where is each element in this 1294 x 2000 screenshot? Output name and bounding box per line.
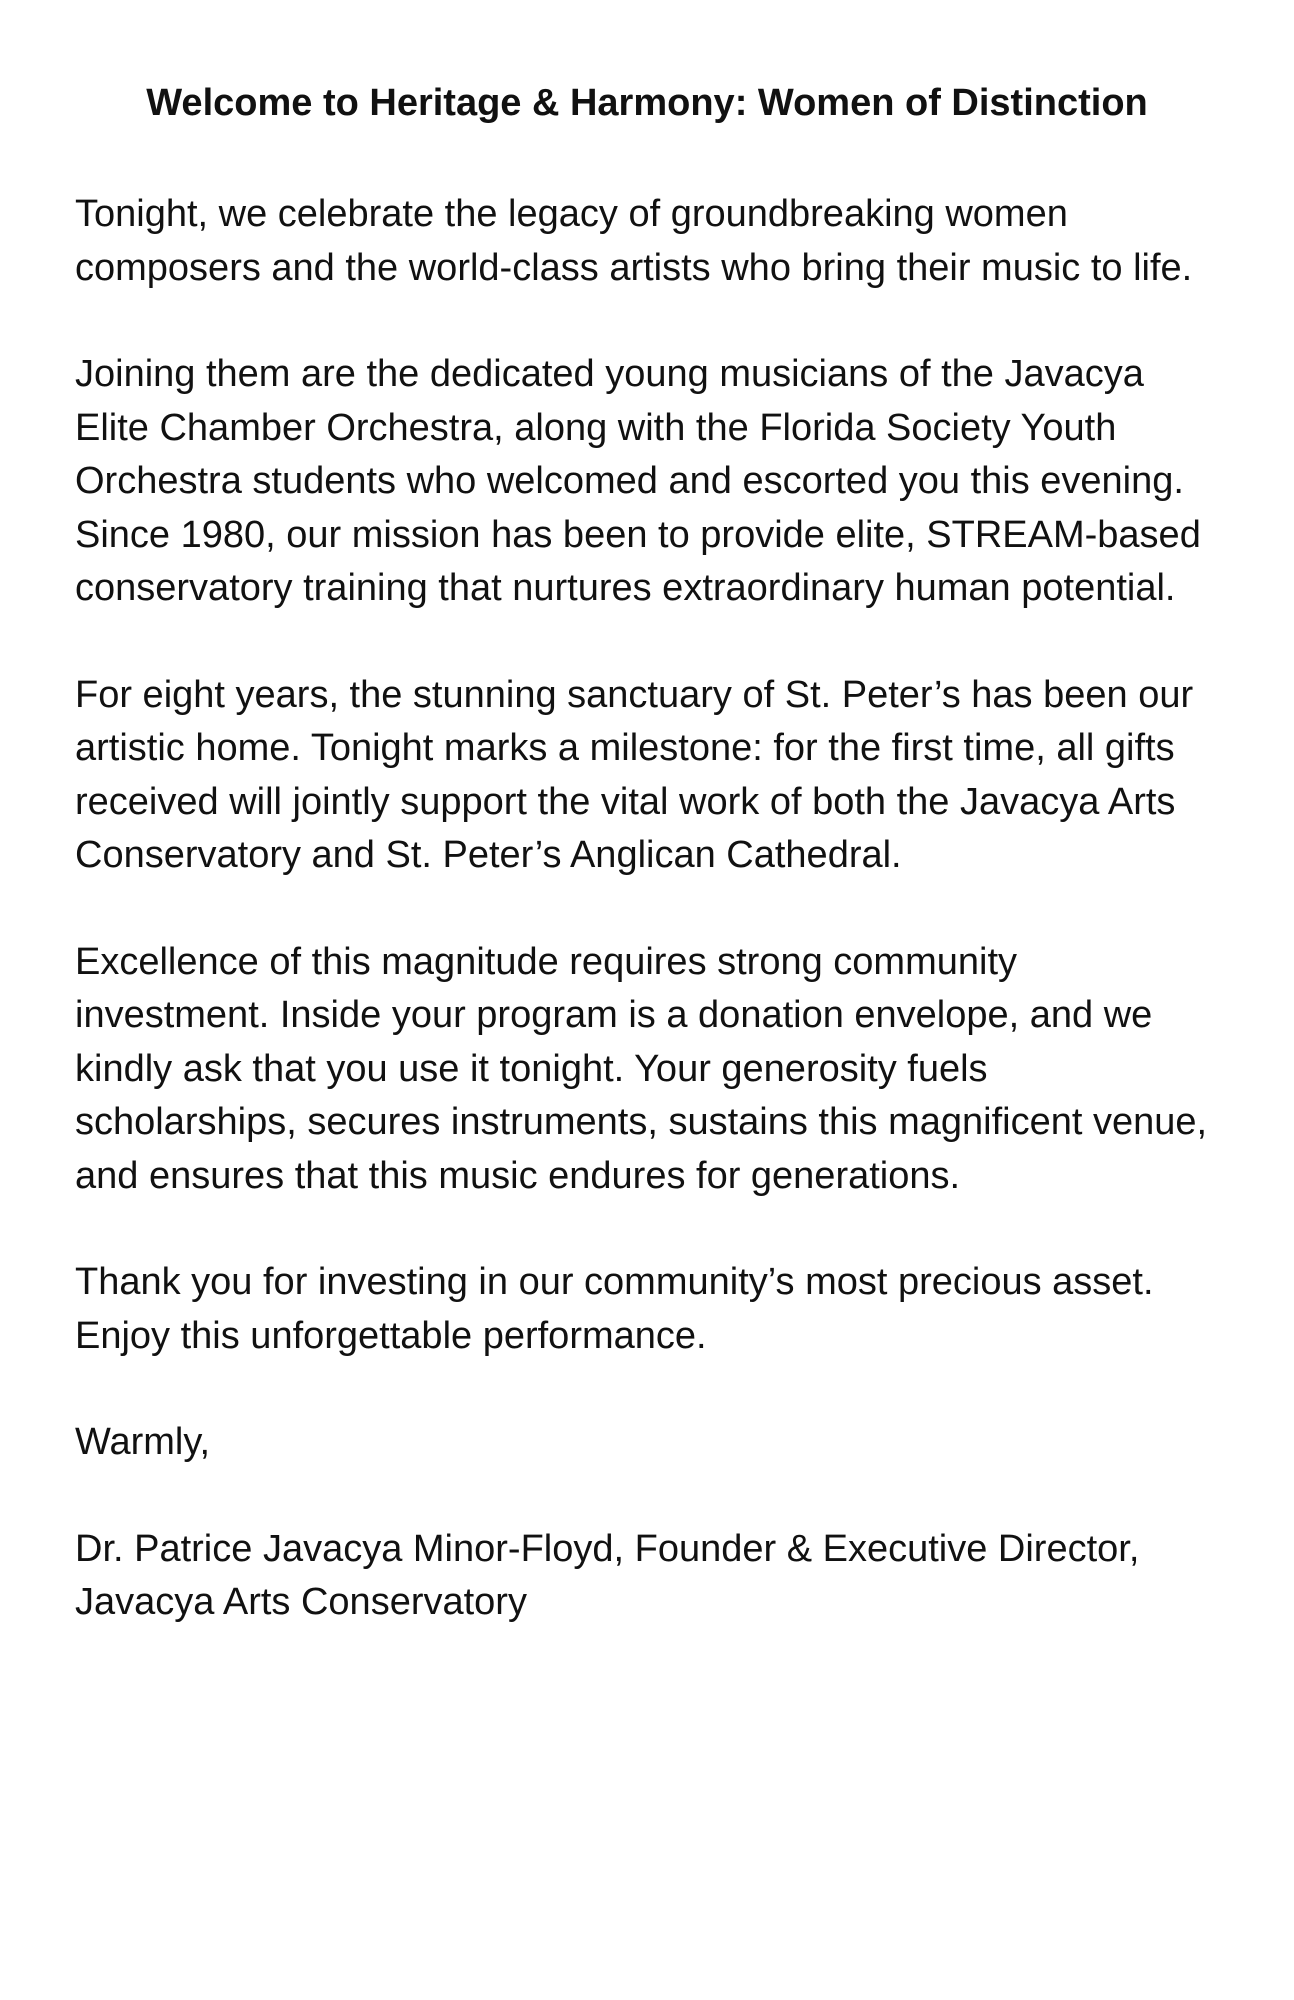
paragraph-donation: Excellence of this magnitude requires strong community investment. Inside your program is a donation envelope, and we kindly ask that you use it tonight. Your generosity fuels scholarships, secures instruments, sustains this magnificent venue, and ensures that this music endures for generations. bbox=[75, 940, 1208, 1197]
closing-salutation: Warmly, bbox=[75, 1421, 211, 1463]
signature-line: Dr. Patrice Javacya Minor-Floyd, Founder & Executive Director, Javacya Arts Conservatory bbox=[75, 1527, 1140, 1623]
paragraph-mission: Joining them are the dedicated young musicians of the Javacya Elite Chamber Orchestra, along with the Florida Society Youth Orchestra students who welcomed and escorted you this evening. Since 1980, our mission has been to provide elite, STREAM-based conservatory training that nurtures extraordinary human potential. bbox=[75, 353, 1201, 609]
paragraph-venue: For eight years, the stunning sanctuary of St. Peter’s has been our artistic home. Tonight marks a milestone: for the first time, all gifts received will jointly support the vital work of both the Javacya Arts Conservatory and St. Peter’s Anglican Cathedral. bbox=[75, 673, 1194, 876]
paragraph-intro: Tonight, we celebrate the legacy of groundbreaking women composers and the world-class artists who bring their music to life. bbox=[75, 193, 1193, 289]
letter-title: Welcome to Heritage & Harmony: Women of Distinction bbox=[146, 82, 1148, 124]
paragraph-thanks: Thank you for investing in our community’s most precious asset. Enjoy this unforgettable performance. bbox=[75, 1261, 1154, 1357]
